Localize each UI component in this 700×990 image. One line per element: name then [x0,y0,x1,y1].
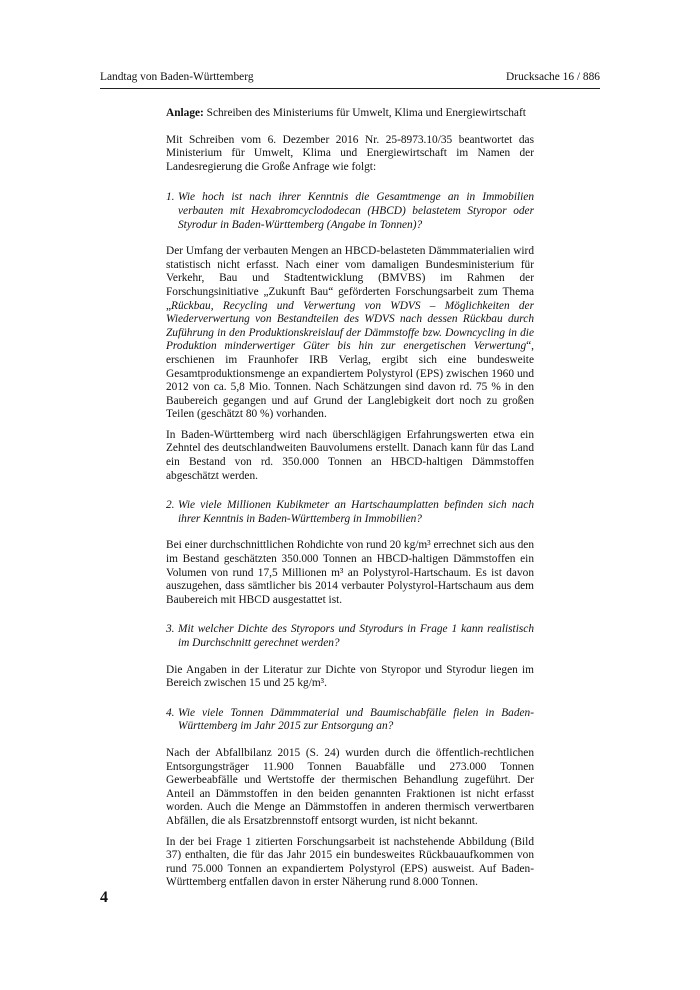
question-2 [166,499,534,526]
question-1-text: Wie hoch ist nach ihrer Kenntnis die Gesamtmenge an in Immobilien verbauten mit Hexabromcyclododecan (HBCD) belastetem Styropor oder Styrodur in Baden-Württemberg (Angabe in Tonnen)? [178,191,534,231]
answer-4-paragraph-1: Nach der Abfallbilanz 2015 (S. 24) wurden durch die öffentlich-rechtlichen Entsorgungsträger 11.900 Tonnen Bauabfälle und 273.000 Tonnen Gewerbeabfälle und Wertstoffe der thermischen Behandlung zugeführt. Der Anteil an Dämmstoffen in den beiden genannten Fraktionen ist nicht erfasst worden. Auch die Menge an Dämmstoffen in anderen thermisch verwertbaren Abfällen, die als Ersatzbrennstoff entsorgt wurden, ist nicht bekannt. [166,746,534,827]
attachment-label: Anlage: [166,107,204,119]
answer-3: Die Angaben in der Literatur zur Dichte von Styropor und Styrodur liegen im Bereich zwischen 15 und 25 kg/m³. [166,663,534,690]
attachment-text: Schreiben des Ministeriums für Umwelt, Klima und Energiewirtschaft [203,107,526,119]
question-3-number: 3. [166,623,175,636]
question-4-number: 4. [166,706,175,719]
answer-1-text-start: Der Umfang der verbauten Mengen an HBCD-belasteten Dämmmaterialien wird statistisch nicht erfasst. Nach einer vom damaligen Bundesministerium für Verkehr, Bau und Stadtentwicklung (BMVBS) im Rahmen der Forschungsinitiative „Zukunft Bau“ geförderten Forschungsarbeit zum Thema „ [166,245,534,312]
page-header [100,70,600,88]
answer-2: Bei einer durchschnittlichen Rohdichte von rund 20 kg/m³ errechnet sich aus den im Bestand geschätzten 350.000 Tonnen an HBCD-haltigen Dämmstoffen ein Volumen von rund 17,5 Millionen m³ an Polystyrol-Hartschaum. Es ist davon auszugehen, dass sämtlicher bis 2014 verbauter Polystyrol-Hartschaum aus dem Baubereich mit HBCD ausgestattet ist. [166,539,534,606]
question-3-text: Mit welcher Dichte des Styropors und Styrodurs in Frage 1 kann realistisch im Durchschnitt gerechnet werden? [178,623,534,649]
header-publisher: Landtag von Baden-Württemberg [100,71,254,83]
question-2-number: 2. [166,499,175,512]
answer-4-paragraph-2: In der bei Frage 1 zitierten Forschungsarbeit ist nachstehende Abbildung (Bild 37) enthalten, die für das Jahr 2015 ein bundesweites Rückbauaufkommen von rund 75.000 Tonnen an expandiertem Polystyrol (EPS) ausweist. Auf Baden-Württemberg entfallen davon in erster Näherung rund 8.000 Tonnen. [166,835,534,889]
answer-1-paragraph-1 [166,245,534,422]
attachment-line [166,107,534,121]
question-1 [166,191,534,232]
answer-1-text-end: “, erschienen im Fraunhofer IRB Verlag, ergibt sich eine bundesweite Gesamtproduktionsmenge an expandiertem Polystyrol (EPS) zwischen 1960 und 2012 von ca. 5,8 Mio. Tonnen. Nach Schätzungen sind davon rd. 75 % in den Baubereich gegangen und auf Grund der Langlebigkeit dort noch zu großen Teilen (geschätzt 80 %) vorhanden. [166,340,534,421]
header-divider [100,88,600,89]
answer-1-paragraph-2: In Baden-Württemberg wird nach überschlägigen Erfahrungswerten etwa ein Zehntel des deutschlandweiten Bauvolumens erstellt. Danach kann für das Land ein Bestand von rd. 350.000 Tonnen an HBCD-haltigen Dämmstoffen abgeschätzt werden. [166,428,534,482]
question-3 [166,623,534,650]
answer-1-research-title: Rückbau, Recycling und Verwertung von WDVS – Möglichkeiten der Wiederverwertung von Bestandteilen des WDVS nach dessen Rückbau durch Zuführung in den Produktionskreislauf der Dämmstoffe bzw. Downcycling in die Produktion minderwertiger Güter bis hin zur energetischen Verwertung [166,299,534,353]
page-number: 4 [100,889,108,906]
intro-paragraph: Mit Schreiben vom 6. Dezember 2016 Nr. 25-8973.10/35 beantwortet das Ministerium für Umwelt, Klima und Energiewirtschaft im Namen der Landesregierung die Große Anfrage wie folgt: [166,133,534,173]
question-4-text: Wie viele Tonnen Dämmmaterial und Baumischabfälle fielen in Baden-Württemberg im Jahr 2015 zur Entsorgung an? [178,706,534,733]
question-2-text: Wie viele Millionen Kubikmeter an Hartschaumplatten befinden sich nach ihrer Kenntnis in Baden-Württemberg in Immobilien? [178,499,534,525]
question-1-number: 1. [166,191,175,204]
question-4 [166,707,534,734]
header-document-number: Drucksache 16 / 886 [506,71,600,83]
document-body [166,107,534,897]
